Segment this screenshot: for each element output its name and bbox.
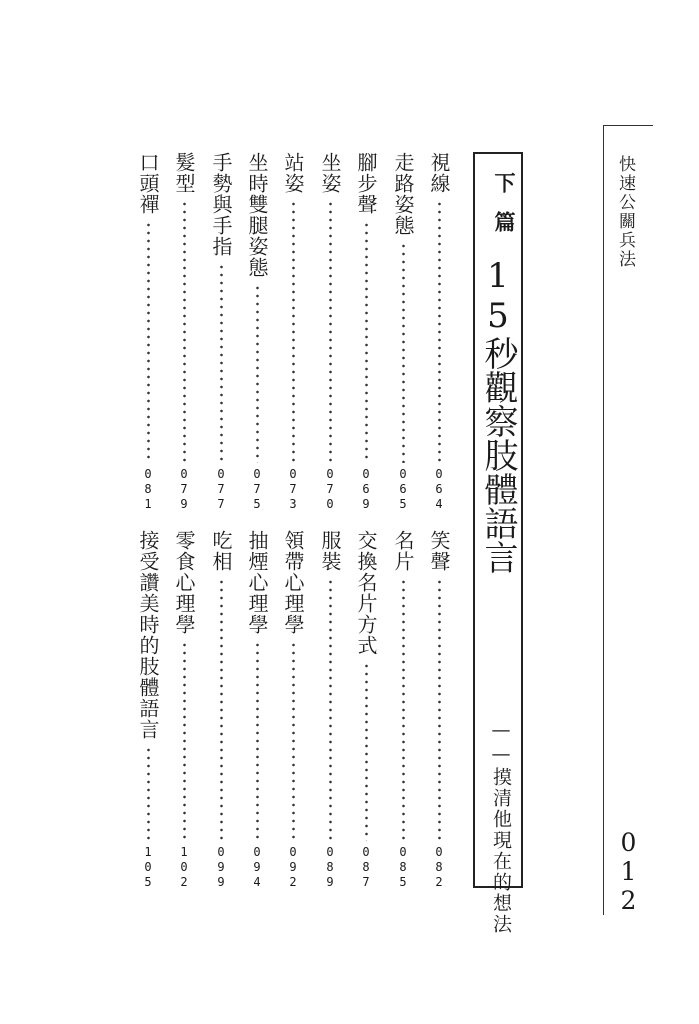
toc-entry[interactable] xyxy=(279,152,307,512)
part-subtitle: ——摸清他現在的想法 xyxy=(490,719,512,935)
toc-entry-title: 領帶心理學 xyxy=(281,530,305,635)
toc-entry[interactable] xyxy=(279,530,307,890)
toc-entry[interactable] xyxy=(134,530,162,890)
leader-dots xyxy=(402,242,405,463)
leader-dots xyxy=(256,641,259,841)
running-head: 快速公關兵法 xyxy=(615,155,635,269)
toc-entry-page: 064 xyxy=(432,467,446,512)
leader-dots xyxy=(292,200,295,463)
toc-entry[interactable] xyxy=(207,530,235,890)
toc-entry-page: 085 xyxy=(396,845,410,890)
toc-entry-page: 077 xyxy=(214,467,228,512)
part-heading-box xyxy=(473,152,523,935)
toc-entry-title: 走路姿態 xyxy=(391,152,415,236)
toc-entry-title: 抽煙心理學 xyxy=(245,530,269,635)
margin-rule xyxy=(603,125,604,915)
toc-entry-title: 視線 xyxy=(427,152,451,194)
toc-entry[interactable] xyxy=(170,530,198,890)
toc-entry[interactable] xyxy=(243,152,271,512)
toc-entry[interactable] xyxy=(243,530,271,890)
part-label: 下篇 xyxy=(492,172,517,250)
leader-dots xyxy=(147,221,150,463)
page-number: 012 xyxy=(614,828,643,915)
toc-entry-page: 073 xyxy=(286,467,300,512)
toc-entry-page: 070 xyxy=(323,467,337,512)
toc-entry[interactable] xyxy=(316,530,344,890)
leader-dots xyxy=(365,662,368,841)
toc-entry-page: 089 xyxy=(323,845,337,890)
toc-entry[interactable] xyxy=(170,152,198,512)
leader-dots xyxy=(256,284,259,463)
toc-entry-title: 吃相 xyxy=(209,530,233,572)
leader-dots xyxy=(329,578,332,841)
header-rule xyxy=(603,125,653,126)
toc-entry-title: 坐姿 xyxy=(318,152,342,194)
toc-entry-title: 腳步聲 xyxy=(354,152,378,215)
toc-entry-title: 服裝 xyxy=(318,530,342,572)
toc-entry-page: 081 xyxy=(141,467,155,512)
toc-entry-title: 髮型 xyxy=(172,152,196,194)
toc-entry-title: 坐時雙腿姿態 xyxy=(245,152,269,278)
toc-entry-page: 087 xyxy=(359,845,373,890)
leader-dots xyxy=(402,578,405,841)
toc-entry[interactable] xyxy=(425,530,453,890)
toc-entry-page: 102 xyxy=(177,845,191,890)
toc-entry-title: 口頭禪 xyxy=(136,152,160,215)
part-title: 15秒觀察肢體語言 xyxy=(478,256,518,574)
toc-entry[interactable] xyxy=(207,152,235,512)
leader-dots xyxy=(329,200,332,463)
toc-entry-page: 082 xyxy=(432,845,446,890)
toc-entry[interactable] xyxy=(352,152,380,512)
leader-dots xyxy=(220,578,223,841)
toc-entry-page: 099 xyxy=(214,845,228,890)
toc-entry-title: 交換名片方式 xyxy=(354,530,378,656)
toc-entry-title: 零食心理學 xyxy=(172,530,196,635)
leader-dots xyxy=(147,746,150,841)
toc-entry[interactable] xyxy=(316,152,344,512)
toc-entry-page: 079 xyxy=(177,467,191,512)
leader-dots xyxy=(438,200,441,463)
toc-entry-title: 名片 xyxy=(391,530,415,572)
toc-entry-title: 手勢與手指 xyxy=(209,152,233,257)
toc-entry[interactable] xyxy=(389,152,417,512)
toc-entry-page: 105 xyxy=(141,845,155,890)
leader-dots xyxy=(220,263,223,463)
toc-entry-title: 笑聲 xyxy=(427,530,451,572)
leader-dots xyxy=(292,641,295,841)
toc-entry[interactable] xyxy=(425,152,453,512)
toc-entry-title: 接受讚美時的肢體語言 xyxy=(136,530,160,740)
leader-dots xyxy=(365,221,368,463)
toc-entry-title: 站姿 xyxy=(281,152,305,194)
toc-entry[interactable] xyxy=(389,530,417,890)
leader-dots xyxy=(183,641,186,841)
toc-entry-page: 069 xyxy=(359,467,373,512)
toc-entry-page: 075 xyxy=(250,467,264,512)
toc-entry[interactable] xyxy=(134,152,162,512)
leader-dots xyxy=(438,578,441,841)
toc-entry-page: 065 xyxy=(396,467,410,512)
toc-entry[interactable] xyxy=(352,530,380,890)
toc-entry-page: 094 xyxy=(250,845,264,890)
toc-entry-page: 092 xyxy=(286,845,300,890)
leader-dots xyxy=(183,200,186,463)
